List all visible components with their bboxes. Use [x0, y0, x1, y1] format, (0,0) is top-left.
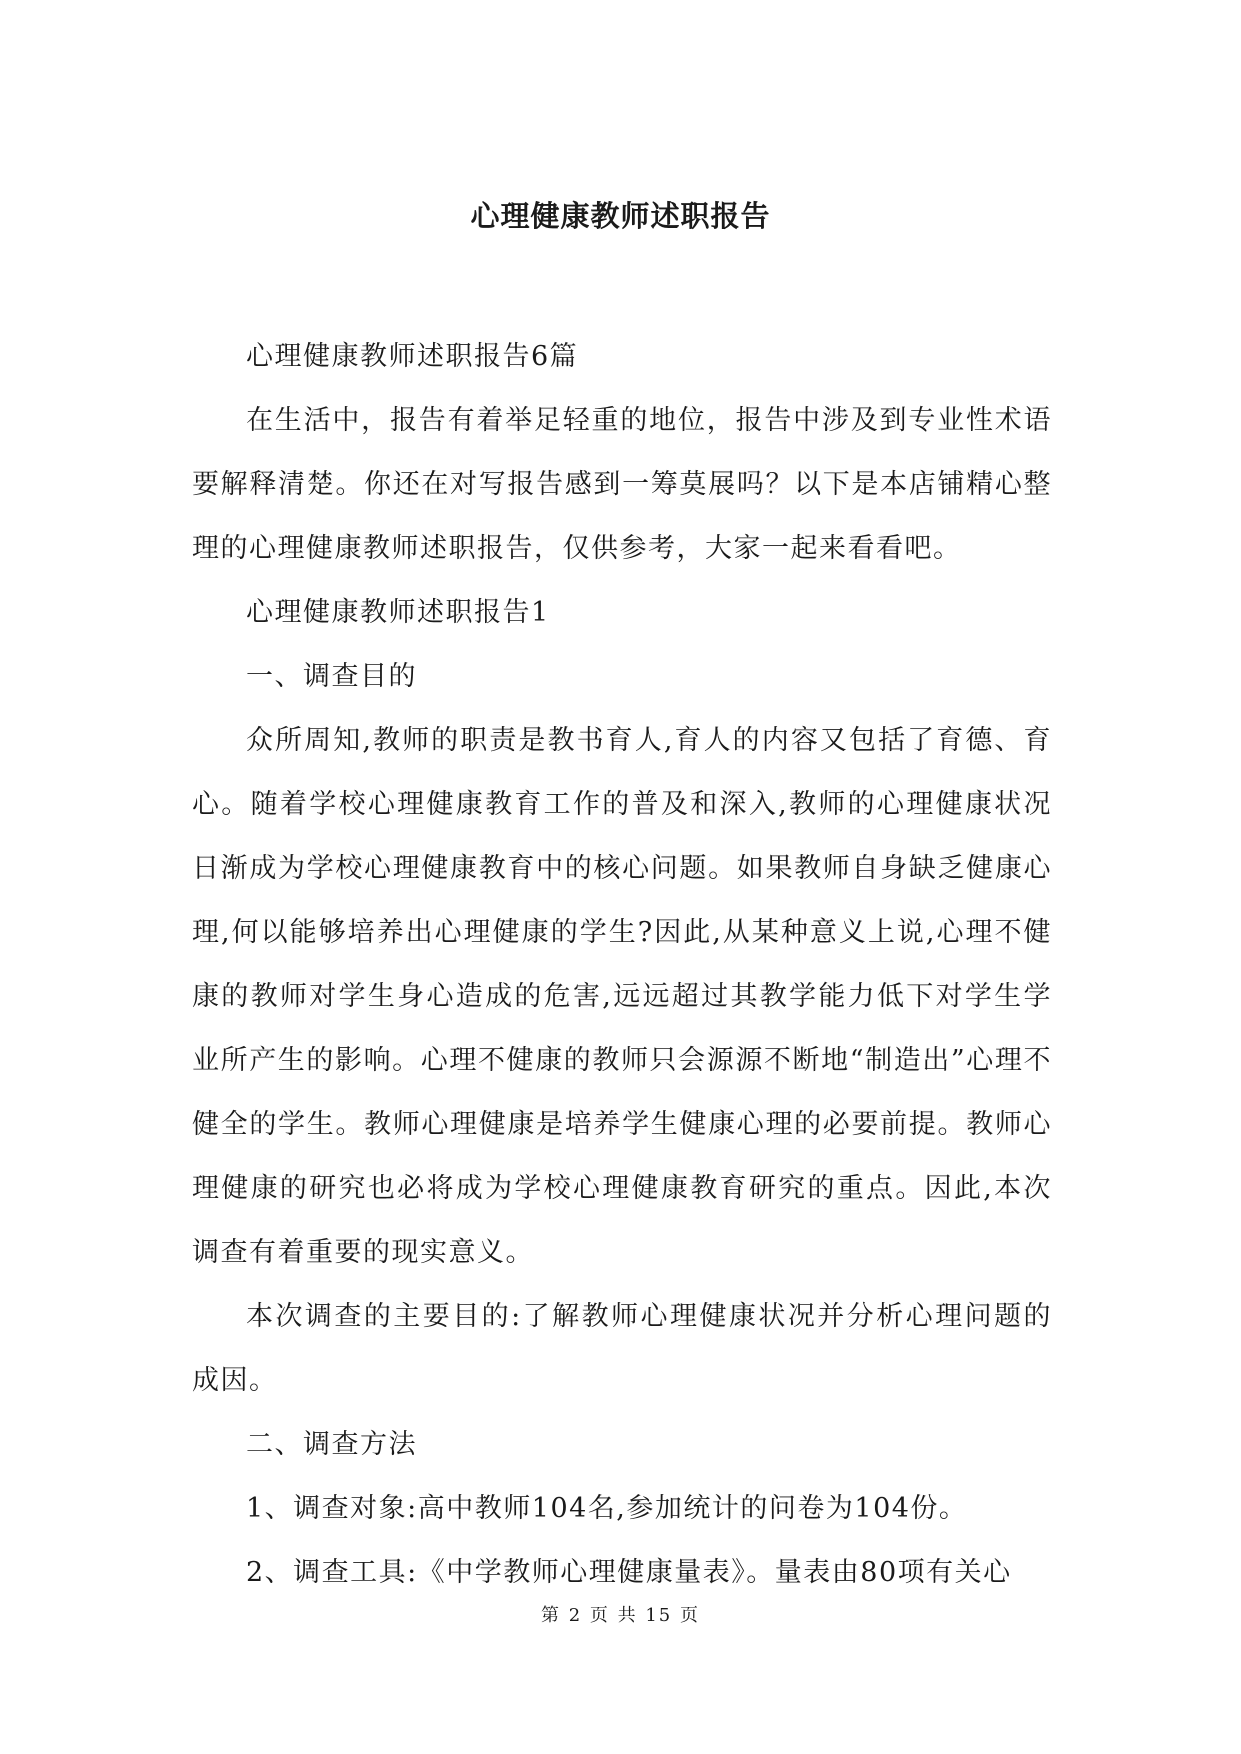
paragraph-report-heading: 心理健康教师述职报告1 [246, 597, 550, 628]
paragraph-subtitle: 心理健康教师述职报告6篇 [246, 341, 579, 372]
document-title: 心理健康教师述职报告 [470, 199, 771, 233]
paragraph-purpose-body: 众所周知,教师的职责是教书育人,育人的内容又包括了育德、育心。随着学校心理健康教育工作的普及和深入,教师的心理健康状况日渐成为学校心理健康教育中的核心问题。如果教师自身缺乏健康心理,何以能够培养出心理健康的学生?因此,从某种意义上说,心理不健康的教师对学生身心造成的危害,远远超过其教学能力低下对学生学业所产生的影响。心理不健康的教师只会源源不断地“制造出”心理不健全的学生。教师心理健康是培养学生健康心理的必要前提。教师心理健康的研究也必将成为学校心理健康教育研究的重点。因此,本次调查有着重要的现实意义。 [192, 725, 1052, 1268]
paragraph-intro: 在生活中，报告有着举足轻重的地位，报告中涉及到专业性术语要解释清楚。你还在对写报告感到一筹莫展吗？以下是本店铺精心整理的心理健康教师述职报告，仅供参考，大家一起来看看吧。 [192, 405, 1052, 564]
paragraph-main-purpose: 本次调查的主要目的:了解教师心理健康状况并分析心理问题的成因。 [192, 1301, 1052, 1396]
paragraph-method-subjects: 1、调查对象:高中教师104名,参加统计的问卷为104份。 [246, 1493, 968, 1524]
section-heading-purpose: 一、调查目的 [246, 661, 417, 692]
section-heading-method: 二、调查方法 [246, 1429, 417, 1460]
page-footer: 第 2 页 共 15 页 [541, 1605, 700, 1626]
paragraph-method-tools: 2、调查工具:《中学教师心理健康量表》。量表由80项有关心 [246, 1557, 1012, 1588]
document-body [192, 325, 1052, 1605]
